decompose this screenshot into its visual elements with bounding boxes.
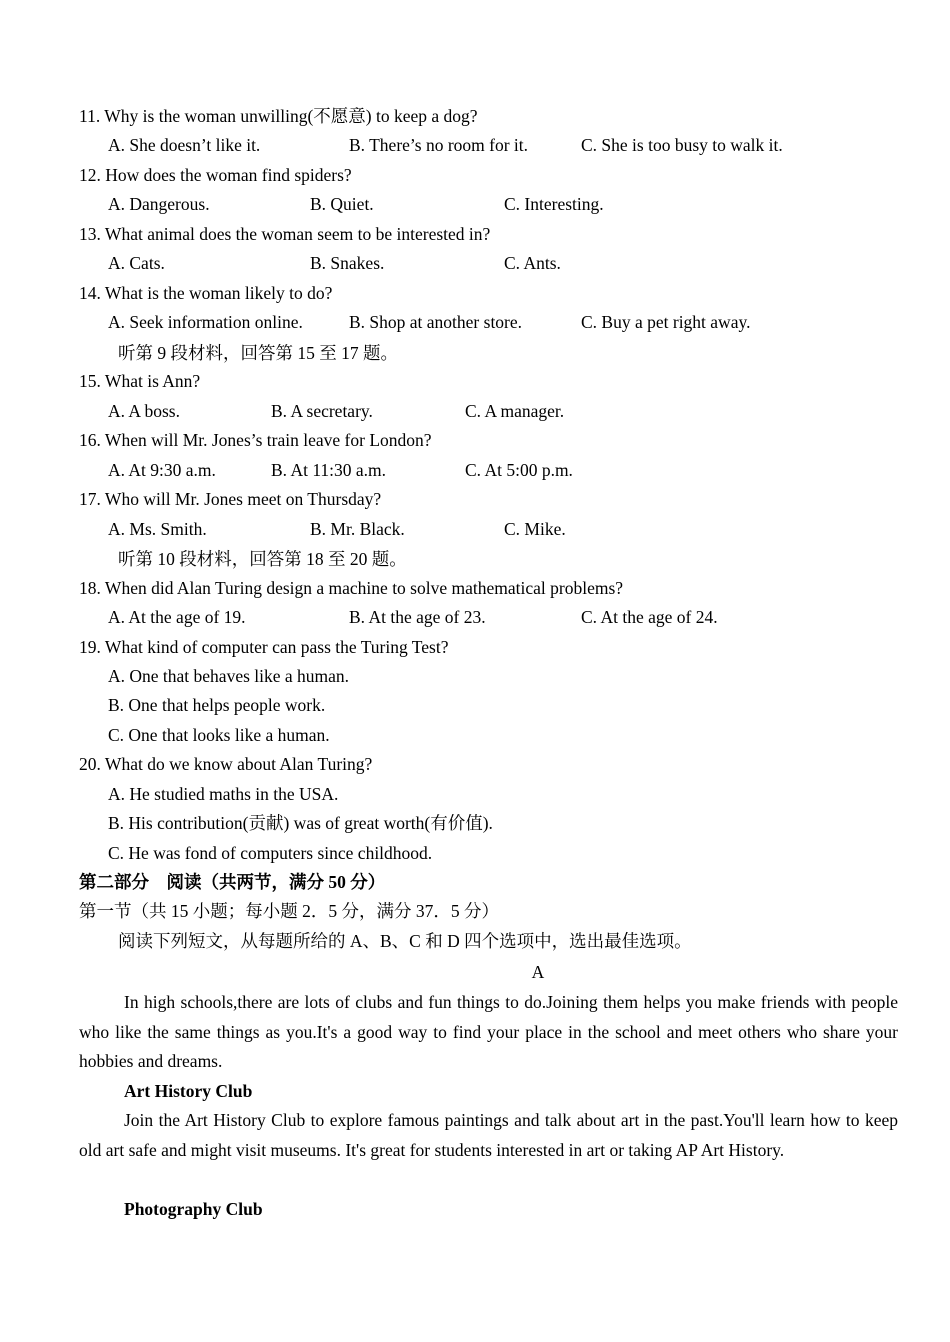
question-15-stem: 15. What is Ann? (79, 371, 201, 391)
question-17-options (108, 518, 910, 540)
option-b: B. Shop at another store. (349, 312, 523, 332)
option-a: A. Ms. Smith. (108, 519, 207, 539)
option-a: A. Dangerous. (108, 194, 210, 214)
option-c: C. Interesting. (504, 194, 604, 214)
question-13-stem: 13. What animal does the woman seem to be interested in? (79, 224, 491, 244)
question-19-stem: 19. What kind of computer can pass the Turing Test? (79, 637, 449, 657)
option-b: B. There’s no room for it. (349, 135, 529, 155)
listening-instruction-9: 听第 9 段材料，回答第 15 至 17 题。 (118, 343, 398, 363)
reading-instruction: 阅读下列短文，从每题所给的 A、B、C 和 D 四个选项中，选出最佳选项。 (118, 931, 692, 951)
question-16-stem: 16. When will Mr. Jones’s train leave for London? (79, 430, 432, 450)
option-c: C. One that looks like a human. (108, 725, 330, 745)
subsection-title: 第一节（共 15 小题；每小题 2．5 分，满分 37．5 分） (79, 901, 499, 921)
option-a: A. At 9:30 a.m. (108, 460, 216, 480)
option-c: C. Ants. (504, 253, 561, 273)
option-b: B. At the age of 23. (349, 607, 486, 627)
option-b: B. Mr. Black. (310, 519, 405, 539)
question-12-options (108, 193, 910, 215)
option-a: A. She doesn’t like it. (108, 135, 261, 155)
listening-instruction-10: 听第 10 段材料，回答第 18 至 20 题。 (118, 549, 407, 569)
club-heading: Photography Club (124, 1199, 263, 1219)
question-11-stem: 11. Why is the woman unwilling(不愿意) to keep a dog? (79, 106, 478, 126)
option-c: C. He was fond of computers since childhood. (108, 843, 433, 863)
section-title: 第二部分 阅读（共两节，满分 50 分） (79, 872, 386, 892)
option-b: B. One that helps people work. (108, 695, 326, 715)
option-a: A. At the age of 19. (108, 607, 246, 627)
question-15-options (108, 400, 910, 422)
option-c: C. A manager. (465, 401, 565, 421)
option-c: C. Mike. (504, 519, 566, 539)
option-a: A. One that behaves like a human. (108, 666, 350, 686)
option-c: C. She is too busy to walk it. (581, 135, 783, 155)
question-17-stem: 17. Who will Mr. Jones meet on Thursday? (79, 489, 382, 509)
question-18-options (108, 606, 910, 628)
question-18-stem: 18. When did Alan Turing design a machine to solve mathematical problems? (79, 578, 624, 598)
option-c: C. At 5:00 p.m. (465, 460, 573, 480)
question-14-options (108, 311, 910, 333)
option-a: A. Seek information online. (108, 312, 303, 332)
club-heading: Art History Club (124, 1081, 253, 1101)
question-14-stem: 14. What is the woman likely to do? (79, 283, 333, 303)
option-a: A. Cats. (108, 253, 165, 273)
question-11-options (108, 134, 910, 156)
option-b: B. A secretary. (271, 401, 373, 421)
option-a: A. He studied maths in the USA. (108, 784, 339, 804)
option-a: A. A boss. (108, 401, 180, 421)
passage-label: A (531, 962, 545, 982)
question-16-options (108, 459, 910, 481)
option-b: B. Snakes. (310, 253, 385, 273)
option-c: C. Buy a pet right away. (581, 312, 751, 332)
option-b: B. At 11:30 a.m. (271, 460, 387, 480)
option-b: B. His contribution(贡献) was of great worth(有价值). (108, 813, 493, 833)
option-c: C. At the age of 24. (581, 607, 718, 627)
question-13-options (108, 252, 910, 274)
club-description: Join the Art History Club to explore famous paintings and talk about art in the past.You'll learn how to keep old art safe and might visit museums. It's great for students interested in art or taking AP Art History. (79, 1110, 898, 1160)
question-20-stem: 20. What do we know about Alan Turing? (79, 754, 373, 774)
option-b: B. Quiet. (310, 194, 374, 214)
passage-intro: In high schools,there are lots of clubs and fun things to do.Joining them helps you make friends with people who like the same things as you.It's a good way to find your place in the school and meet others who share your hobbies and dreams. (79, 992, 898, 1071)
question-12-stem: 12. How does the woman find spiders? (79, 165, 352, 185)
